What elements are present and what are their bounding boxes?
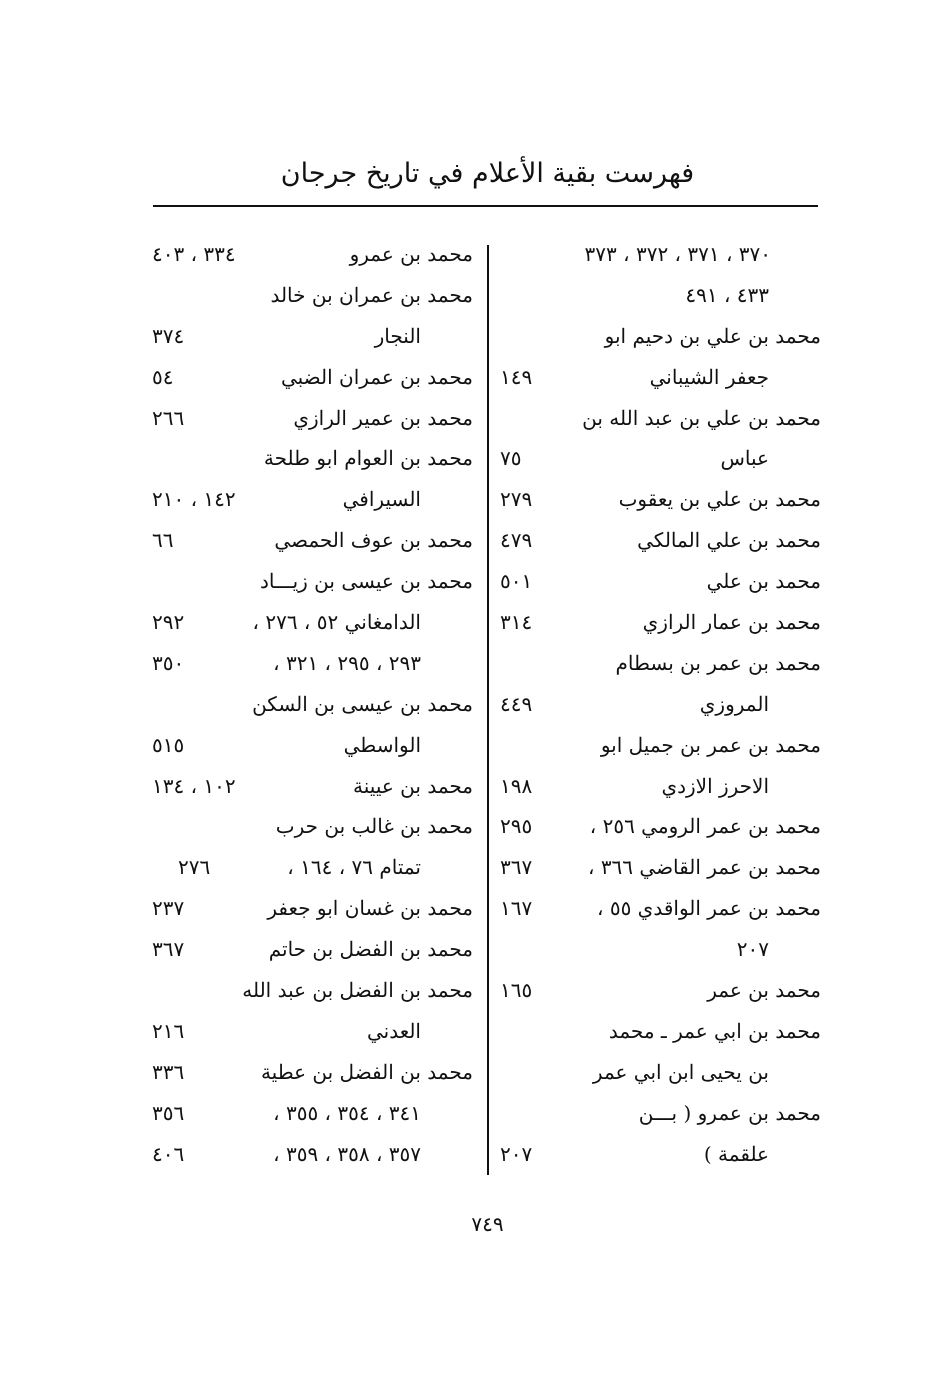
page-refs: ٣٧٠ ، ٣٧١ ، ٣٧٢ ، ٣٧٣ xyxy=(584,242,771,266)
page-refs: ١٤٢ ، ٢١٠ xyxy=(152,487,236,512)
page-refs: ١٠٢ ، ١٣٤ xyxy=(152,773,236,798)
entry-name: ٢٩٣ ، ٢٩٥ ، ٣٢١ ، xyxy=(273,650,421,675)
entry-name: المروزي xyxy=(699,691,769,716)
index-entry xyxy=(486,524,821,565)
index-entry xyxy=(486,1056,821,1097)
entry-name: بن يحيى ابن ابي عمر xyxy=(592,1059,769,1084)
entry-name: محمد بن الفضل بن حاتم xyxy=(268,937,473,962)
page-refs: ٣٦٧ xyxy=(152,937,185,962)
page-refs: ٣٣٤ ، ٤٠٣ xyxy=(152,242,236,266)
index-entry xyxy=(486,279,821,320)
page-refs: ٢٧٩ xyxy=(500,487,533,512)
header-rule xyxy=(153,205,818,207)
entry-name: محمد بن عيسى بن السكن xyxy=(252,691,473,716)
index-entry xyxy=(486,1097,821,1138)
index-entry xyxy=(138,238,473,279)
entry-name: السيرافي xyxy=(342,487,421,512)
page-refs: ٢٩٥ xyxy=(500,814,533,839)
page-refs: ١٤٩ xyxy=(500,364,533,389)
index-column-right xyxy=(486,238,821,1178)
entry-name: ٣٥٧ ، ٣٥٨ ، ٣٥٩ ، xyxy=(273,1141,421,1166)
page-refs: ٦٦ xyxy=(152,528,174,553)
page-refs: ٧٥ xyxy=(500,446,522,471)
page-title: فهرست بقية الأعلام في تاريخ جرجان xyxy=(280,158,695,189)
entry-name: محمد بن عمران الضبي xyxy=(280,364,473,389)
index-entry xyxy=(138,688,473,729)
entry-name: محمد بن عوف الحمصي xyxy=(274,528,473,553)
entry-name: محمد بن عمر القاضي ٣٦٦ ، xyxy=(588,855,821,880)
index-entry xyxy=(138,402,473,443)
index-entry xyxy=(138,483,473,524)
index-entry xyxy=(486,729,821,770)
entry-name: النجار xyxy=(374,323,421,348)
entry-name: محمد بن عمر الواقدي ٥٥ ، xyxy=(597,896,821,921)
index-entry xyxy=(138,279,473,320)
index-entry xyxy=(138,361,473,402)
index-entry xyxy=(138,1015,473,1056)
entry-name: محمد بن غسان ابو جعفر xyxy=(267,896,473,921)
entry-name: محمد بن علي المالكي xyxy=(637,528,821,553)
page-refs: ٢٠٧ xyxy=(500,1141,533,1166)
entry-name: عباس xyxy=(720,446,769,471)
page-refs: ٥٤ xyxy=(152,364,174,389)
index-entry xyxy=(138,892,473,933)
page-refs: ٤٣٣ ، ٤٩١ xyxy=(685,282,769,307)
page-refs: ٢٠٧ xyxy=(736,937,769,962)
index-entry xyxy=(486,402,821,443)
entry-name: ٣٤١ ، ٣٥٤ ، ٣٥٥ ، xyxy=(273,1100,421,1125)
index-entry xyxy=(138,810,473,851)
entry-name: محمد بن عمير الرازي xyxy=(293,405,473,430)
page-refs: ١٦٥ xyxy=(500,978,533,1003)
page-refs: ٤٤٩ xyxy=(500,691,533,716)
entry-name: محمد بن ابي عمر ـ محمد xyxy=(608,1018,821,1043)
index-entry xyxy=(138,647,473,688)
entry-name: محمد بن علي بن يعقوب xyxy=(618,487,821,512)
entry-name: محمد بن عيينة xyxy=(353,773,473,798)
entry-name: محمد بن علي بن دحيم ابو xyxy=(604,323,821,348)
entry-name: جعفر الشيباني xyxy=(649,364,769,389)
index-entry xyxy=(138,524,473,565)
entry-name: محمد بن العوام ابو طلحة xyxy=(263,446,473,471)
index-entry xyxy=(486,1015,821,1056)
entry-name: محمد بن عمران بن خالد xyxy=(270,282,473,307)
entry-name: محمد بن الفضل بن عطية xyxy=(260,1059,473,1084)
index-entry xyxy=(486,770,821,811)
page-refs: ٣٥٦ xyxy=(152,1100,185,1125)
page-refs: ٥١٥ xyxy=(152,732,185,757)
entry-name: الواسطي xyxy=(343,732,421,757)
index-entry xyxy=(138,1056,473,1097)
page-refs: ٢١٦ xyxy=(152,1018,185,1043)
entry-name: العدني xyxy=(366,1018,421,1043)
entry-name: علقمة ) xyxy=(703,1141,769,1166)
index-entry xyxy=(138,729,473,770)
index-entry xyxy=(486,892,821,933)
index-entry xyxy=(486,647,821,688)
entry-name: محمد بن غالب بن حرب xyxy=(275,814,473,839)
index-entry xyxy=(138,606,473,647)
entry-name: الاحرز الازدي xyxy=(661,773,769,798)
index-column-left xyxy=(138,238,473,1178)
index-entry xyxy=(138,974,473,1015)
page-refs: ٤٧٩ xyxy=(500,528,533,553)
index-entry xyxy=(138,320,473,361)
page-refs: ٣٦٧ xyxy=(500,855,533,880)
index-entry xyxy=(486,361,821,402)
index-entry xyxy=(486,851,821,892)
page-refs: ٣٣٦ xyxy=(152,1059,185,1084)
index-entry xyxy=(486,565,821,606)
page-refs: ٢٦٦ xyxy=(152,405,185,430)
entry-name: تمتام ٧٦ ، ١٦٤ ، xyxy=(287,855,421,880)
index-entry xyxy=(138,1138,473,1179)
index-entry xyxy=(486,606,821,647)
index-entry xyxy=(486,1138,821,1179)
page-refs: ٢٣٧ xyxy=(152,896,185,921)
index-entry xyxy=(138,851,473,892)
entry-name: محمد بن عمر الرومي ٢٥٦ ، xyxy=(589,814,821,839)
page-refs: ٢٩٢ xyxy=(152,610,185,635)
entry-name: محمد بن عمرو xyxy=(349,242,473,266)
entry-name: محمد بن عمر بن بسطام xyxy=(615,650,821,675)
index-entry xyxy=(486,810,821,851)
entry-name: محمد بن عمار الرازي xyxy=(642,610,821,635)
index-entry xyxy=(486,974,821,1015)
page-refs: ١٦٧ xyxy=(500,896,533,921)
index-entry xyxy=(138,1097,473,1138)
entry-name: الدامغاني ٥٢ ، ٢٧٦ ، xyxy=(252,610,421,635)
entry-name: محمد بن عمر بن جميل ابو xyxy=(600,732,821,757)
index-entry xyxy=(486,688,821,729)
page-number: ٧٤٩ xyxy=(471,1212,504,1236)
entry-name: محمد بن عيسى بن زيـــاد xyxy=(260,569,473,594)
page-refs: ١٩٨ xyxy=(500,773,533,798)
page-refs: ٢٧٦ xyxy=(178,855,211,880)
index-entry xyxy=(486,320,821,361)
page-refs: ٣٧٤ xyxy=(152,323,185,348)
index-entry xyxy=(138,442,473,483)
entry-name: محمد بن علي بن عبد الله بن xyxy=(582,405,821,430)
page-refs: ٥٠١ xyxy=(500,569,533,594)
index-entry xyxy=(138,770,473,811)
index-entry xyxy=(138,565,473,606)
index-entry xyxy=(486,238,821,279)
index-entry xyxy=(486,933,821,974)
entry-name: محمد بن عمر xyxy=(707,978,821,1003)
page-refs: ٣١٤ xyxy=(500,610,533,635)
entry-name: محمد بن عمرو ( بـــن xyxy=(638,1100,821,1125)
entry-name: محمد بن الفضل بن عبد الله xyxy=(242,978,473,1003)
page-refs: ٣٥٠ xyxy=(152,650,185,675)
page-refs: ٤٠٦ xyxy=(152,1141,185,1166)
index-entry xyxy=(138,933,473,974)
index-entry xyxy=(486,442,821,483)
index-entry xyxy=(486,483,821,524)
entry-name: محمد بن علي xyxy=(706,569,821,594)
